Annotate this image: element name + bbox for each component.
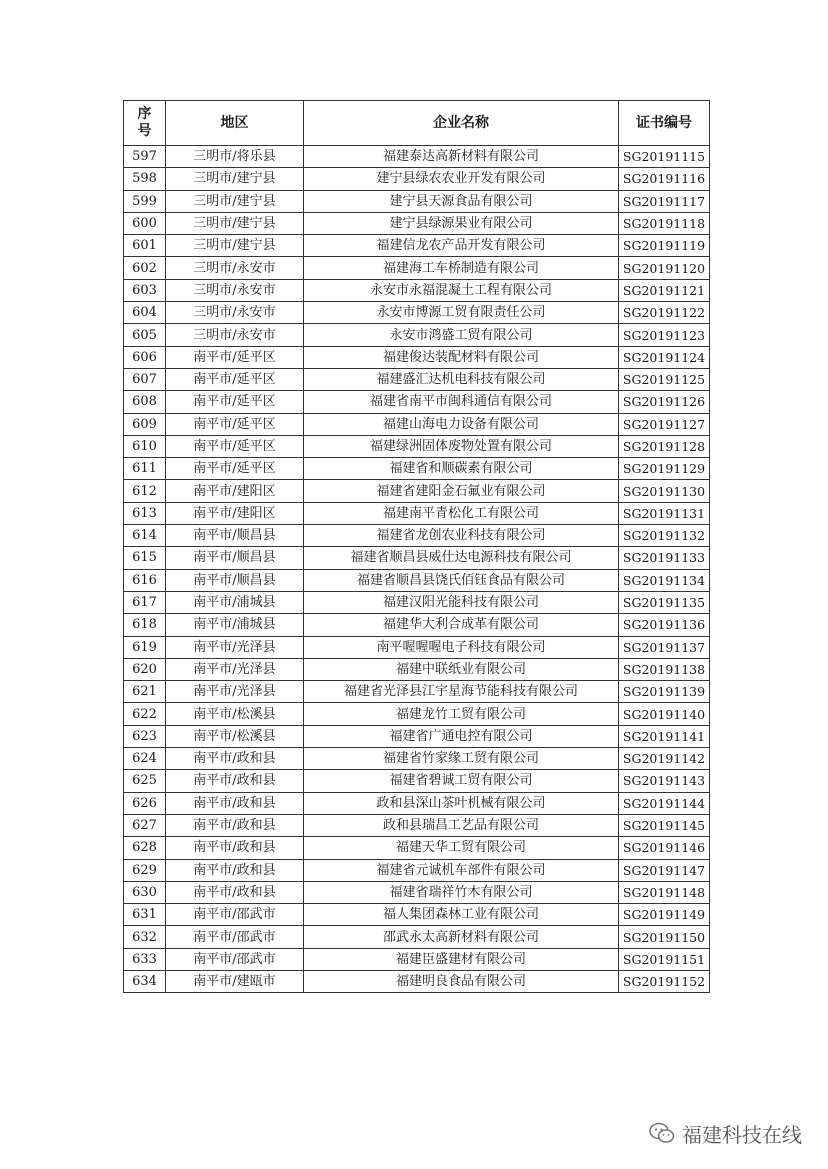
cell-cert: SG20191146 [619,837,710,859]
table-row [124,970,710,992]
cell-cert: SG20191138 [619,658,710,680]
table-row [124,458,710,480]
table-row [124,725,710,747]
cell-no: 622 [124,703,166,725]
header-company: 企业名称 [304,101,619,146]
cell-no: 610 [124,435,166,457]
cell-no: 609 [124,413,166,435]
cell-no: 598 [124,168,166,190]
cell-cert: SG20191140 [619,703,710,725]
cell-company: 福建臣盛建材有限公司 [304,948,619,970]
cell-company: 福建俊达装配材料有限公司 [304,346,619,368]
table-row [124,502,710,524]
table-row [124,190,710,212]
cell-region: 南平市/政和县 [166,770,304,792]
cell-cert: SG20191124 [619,346,710,368]
cell-cert: SG20191149 [619,904,710,926]
table-row [124,703,710,725]
cell-company: 福建绿洲固体废物处置有限公司 [304,435,619,457]
table-row [124,168,710,190]
cell-cert: SG20191147 [619,859,710,881]
cell-company: 永安市永福混凝土工程有限公司 [304,279,619,301]
cell-cert: SG20191148 [619,881,710,903]
cell-cert: SG20191122 [619,302,710,324]
cell-cert: SG20191130 [619,480,710,502]
cell-no: 606 [124,346,166,368]
table-row [124,146,710,168]
cell-cert: SG20191132 [619,525,710,547]
table-row [124,435,710,457]
cell-region: 南平市/延平区 [166,368,304,390]
cell-no: 616 [124,569,166,591]
cell-region: 南平市/光泽县 [166,636,304,658]
cell-no: 597 [124,146,166,168]
cell-cert: SG20191131 [619,502,710,524]
cell-company: 建宁县绿农农业开发有限公司 [304,168,619,190]
table-row [124,413,710,435]
cell-no: 627 [124,814,166,836]
table-row [124,279,710,301]
cell-no: 611 [124,458,166,480]
cell-cert: SG20191151 [619,948,710,970]
table-row [124,525,710,547]
cell-cert: SG20191127 [619,413,710,435]
table-row [124,391,710,413]
cell-company: 福人集团森林工业有限公司 [304,904,619,926]
cell-region: 南平市/松溪县 [166,725,304,747]
table-row [124,614,710,636]
cell-cert: SG20191116 [619,168,710,190]
watermark [648,1119,802,1147]
cell-company: 福建省龙创农业科技有限公司 [304,525,619,547]
cell-no: 615 [124,547,166,569]
cell-company: 永安市博源工贸有限责任公司 [304,302,619,324]
table-row [124,324,710,346]
cell-cert: SG20191121 [619,279,710,301]
cell-no: 630 [124,881,166,903]
cell-no: 617 [124,591,166,613]
cell-company: 建宁县天源食品有限公司 [304,190,619,212]
table-header-row [124,101,710,146]
cell-region: 三明市/建宁县 [166,212,304,234]
cell-no: 599 [124,190,166,212]
cell-region: 南平市/顺昌县 [166,525,304,547]
cell-region: 南平市/建阳区 [166,480,304,502]
cell-no: 618 [124,614,166,636]
header-cert: 证书编号 [619,101,710,146]
cell-region: 三明市/将乐县 [166,146,304,168]
cell-region: 三明市/永安市 [166,279,304,301]
cell-no: 629 [124,859,166,881]
cell-company: 福建明良食品有限公司 [304,970,619,992]
table-row [124,926,710,948]
table-row [124,770,710,792]
cell-company: 福建天华工贸有限公司 [304,837,619,859]
cell-region: 三明市/永安市 [166,302,304,324]
cell-no: 608 [124,391,166,413]
cell-region: 三明市/建宁县 [166,235,304,257]
cell-cert: SG20191143 [619,770,710,792]
table-row [124,480,710,502]
cell-region: 南平市/延平区 [166,346,304,368]
cell-region: 南平市/顺昌县 [166,547,304,569]
cell-cert: SG20191150 [619,926,710,948]
cell-company: 福建华大利合成革有限公司 [304,614,619,636]
cell-region: 三明市/建宁县 [166,168,304,190]
cell-company: 邵武永太高新材料有限公司 [304,926,619,948]
cell-company: 福建省广通电控有限公司 [304,725,619,747]
header-no [124,101,166,146]
cell-cert: SG20191125 [619,368,710,390]
cell-company: 福建海工车桥制造有限公司 [304,257,619,279]
table-row [124,212,710,234]
cell-region: 南平市/浦城县 [166,614,304,636]
cell-cert: SG20191117 [619,190,710,212]
table-row [124,257,710,279]
cell-region: 南平市/光泽县 [166,681,304,703]
cell-cert: SG20191142 [619,748,710,770]
table-row [124,591,710,613]
table-row [124,792,710,814]
cell-region: 三明市/永安市 [166,257,304,279]
table-row [124,636,710,658]
cell-no: 624 [124,748,166,770]
cell-cert: SG20191128 [619,435,710,457]
header-no-label: 序 号 [137,106,152,139]
cell-no: 623 [124,725,166,747]
cell-cert: SG20191136 [619,614,710,636]
cell-cert: SG20191137 [619,636,710,658]
cell-company: 福建省顺昌县饶氏佰钰食品有限公司 [304,569,619,591]
cell-region: 南平市/政和县 [166,792,304,814]
watermark-text: 福建科技在线 [682,1122,802,1147]
cell-company: 福建省元诚机车部件有限公司 [304,859,619,881]
cell-no: 628 [124,837,166,859]
cell-cert: SG20191139 [619,681,710,703]
cell-company: 福建山海电力设备有限公司 [304,413,619,435]
cell-company: 福建省竹家缘工贸有限公司 [304,748,619,770]
cell-region: 南平市/延平区 [166,413,304,435]
cell-cert: SG20191144 [619,792,710,814]
table-row [124,547,710,569]
table-row [124,681,710,703]
table-body [124,146,710,993]
cell-cert: SG20191141 [619,725,710,747]
cell-no: 607 [124,368,166,390]
cell-cert: SG20191133 [619,547,710,569]
cell-no: 601 [124,235,166,257]
cell-cert: SG20191135 [619,591,710,613]
cell-no: 604 [124,302,166,324]
cell-region: 南平市/光泽县 [166,658,304,680]
cell-company: 福建信龙农产品开发有限公司 [304,235,619,257]
cell-company: 政和县深山茶叶机械有限公司 [304,792,619,814]
cell-cert: SG20191134 [619,569,710,591]
cell-no: 603 [124,279,166,301]
cell-company: 福建省光泽县江宇星海节能科技有限公司 [304,681,619,703]
cell-region: 南平市/政和县 [166,859,304,881]
cell-company: 福建盛汇达机电科技有限公司 [304,368,619,390]
cell-company: 福建南平青松化工有限公司 [304,502,619,524]
cell-region: 南平市/政和县 [166,814,304,836]
cell-no: 613 [124,502,166,524]
table-row [124,346,710,368]
cell-company: 福建龙竹工贸有限公司 [304,703,619,725]
table-row [124,235,710,257]
table-row [124,859,710,881]
certificate-table [123,100,710,993]
table-row [124,948,710,970]
header-region: 地区 [166,101,304,146]
cell-cert: SG20191120 [619,257,710,279]
table-row [124,569,710,591]
wechat-icon [648,1121,676,1145]
cell-no: 600 [124,212,166,234]
cell-no: 612 [124,480,166,502]
table-row [124,904,710,926]
cell-company: 福建省和顺碳素有限公司 [304,458,619,480]
cell-region: 三明市/永安市 [166,324,304,346]
cell-region: 南平市/浦城县 [166,591,304,613]
cell-cert: SG20191118 [619,212,710,234]
cell-cert: SG20191145 [619,814,710,836]
cell-company: 福建汉阳光能科技有限公司 [304,591,619,613]
cell-company: 建宁县绿源果业有限公司 [304,212,619,234]
table-row [124,837,710,859]
table-row [124,658,710,680]
cell-company: 南平喔喔喔电子科技有限公司 [304,636,619,658]
cell-no: 633 [124,948,166,970]
cell-region: 南平市/建阳区 [166,502,304,524]
cell-company: 政和县瑞昌工艺品有限公司 [304,814,619,836]
cell-cert: SG20191126 [619,391,710,413]
cell-region: 南平市/政和县 [166,881,304,903]
table-row [124,368,710,390]
cell-no: 619 [124,636,166,658]
cell-cert: SG20191129 [619,458,710,480]
cell-no: 605 [124,324,166,346]
cell-company: 福建省建阳金石氟业有限公司 [304,480,619,502]
cell-no: 602 [124,257,166,279]
cell-company: 永安市鸿盛工贸有限公司 [304,324,619,346]
cell-cert: SG20191123 [619,324,710,346]
cell-region: 南平市/政和县 [166,748,304,770]
cell-no: 614 [124,525,166,547]
cell-cert: SG20191152 [619,970,710,992]
cell-no: 621 [124,681,166,703]
cell-company: 福建省顺昌县威仕达电源科技有限公司 [304,547,619,569]
table-row [124,748,710,770]
table-row [124,881,710,903]
cell-region: 三明市/建宁县 [166,190,304,212]
cell-region: 南平市/延平区 [166,435,304,457]
table-row [124,302,710,324]
cell-region: 南平市/邵武市 [166,904,304,926]
cell-no: 634 [124,970,166,992]
cell-region: 南平市/松溪县 [166,703,304,725]
cell-region: 南平市/延平区 [166,458,304,480]
cell-company: 福建泰达高新材料有限公司 [304,146,619,168]
cell-company: 福建省南平市闽科通信有限公司 [304,391,619,413]
cell-no: 620 [124,658,166,680]
cell-no: 632 [124,926,166,948]
cell-no: 626 [124,792,166,814]
cell-no: 625 [124,770,166,792]
cell-no: 631 [124,904,166,926]
cell-region: 南平市/邵武市 [166,926,304,948]
cell-cert: SG20191119 [619,235,710,257]
cell-company: 福建中联纸业有限公司 [304,658,619,680]
cell-company: 福建省碧诚工贸有限公司 [304,770,619,792]
cell-cert: SG20191115 [619,146,710,168]
cell-region: 南平市/邵武市 [166,948,304,970]
cell-region: 南平市/政和县 [166,837,304,859]
cell-region: 南平市/建瓯市 [166,970,304,992]
cell-region: 南平市/延平区 [166,391,304,413]
table-row [124,814,710,836]
cell-region: 南平市/顺昌县 [166,569,304,591]
cell-company: 福建省瑞祥竹木有限公司 [304,881,619,903]
